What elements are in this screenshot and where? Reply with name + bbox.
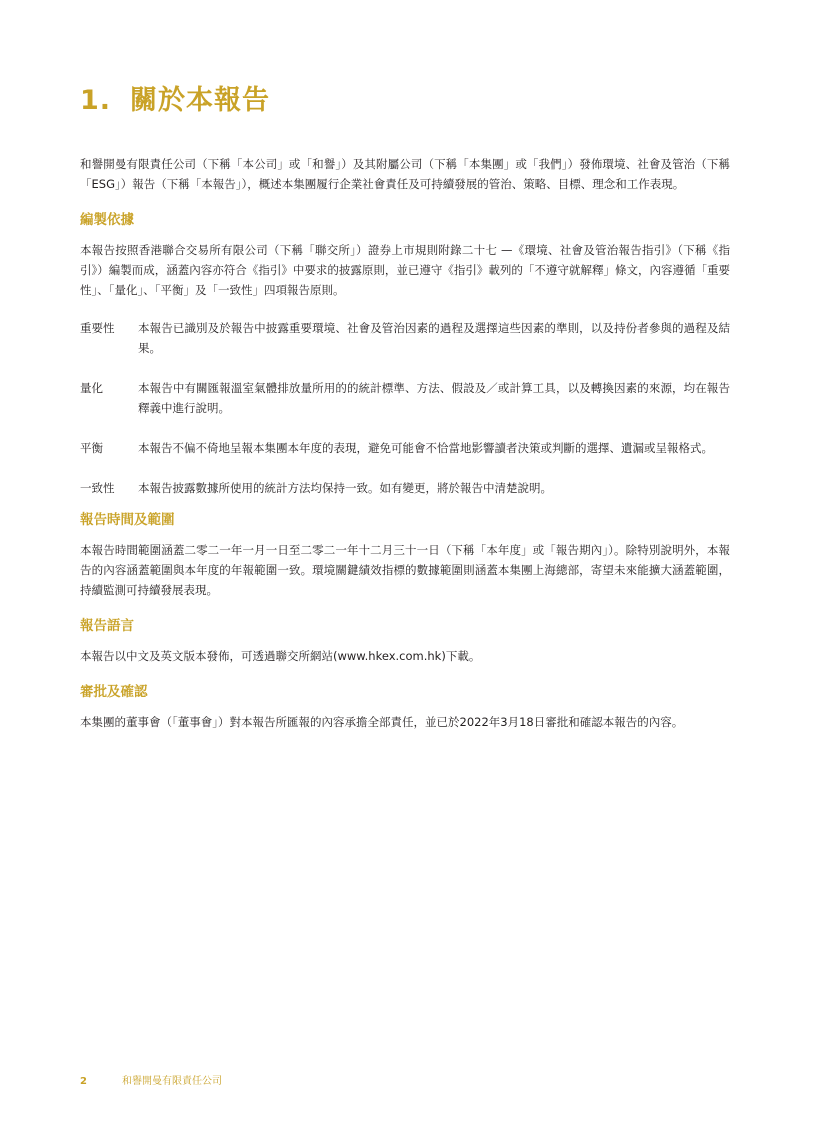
period-paragraph: 本報告時間範圍涵蓋二零二一年一月一日至二零二一年十二月三十一日（下稱「本年度」或「報告期內」）。除特別說明外，本報告的內容涵蓋範圍與本年度的年報範圍一致。環境關鍵績效指標的數據範圍則涵蓋本集團上海總部，寄望未來能擴大涵蓋範圍，持續監測可持續發展表現。 <box>80 543 730 597</box>
principle-materiality <box>80 318 730 358</box>
approval-heading: 審批及確認 <box>80 684 148 700</box>
principle-description: 本報告中有關匯報溫室氣體排放量所用的的統計標準、方法、假設及／或計算工具，以及轉換因素的來源，均在報告釋義中進行說明。 <box>138 381 730 415</box>
language-heading: 報告語言 <box>80 618 134 634</box>
report-body <box>80 154 730 732</box>
principle-term: 重要性 <box>80 321 115 335</box>
principle-balance <box>80 438 730 458</box>
approval-paragraph: 本集團的董事會（「董事會」）對本報告所匯報的內容承擔全部責任，並已於2022年3月18日審批和確認本報告的內容。 <box>80 715 684 729</box>
basis-heading: 編製依據 <box>80 212 134 228</box>
intro-paragraph: 和譽開曼有限責任公司（下稱「本公司」或「和譽」）及其附屬公司（下稱「本集團」或「我們」）發佈環境、社會及管治（下稱「ESG」）報告（下稱「本報告」），概述本集團履行企業社會責任及可持續發展的管治、策略、目標、理念和工作表現。 <box>80 157 730 191</box>
principle-consistency <box>80 478 730 498</box>
basis-paragraph: 本報告按照香港聯合交易所有限公司（下稱「聯交所」）證券上市規則附錄二十七 —《環境、社會及管治報告指引》（下稱《指引》）編製而成，涵蓋內容亦符合《指引》中要求的披露原則，並已遵守《指引》載列的「不遵守就解釋」條文，內容遵循「重要性」、「量化」、「平衡」及「一致性」四項報告原則。 <box>80 243 730 297</box>
principle-description: 本報告披露數據所使用的統計方法均保持一致。如有變更，將於報告中清楚說明。 <box>138 481 552 495</box>
principle-description: 本報告不偏不倚地呈報本集團本年度的表現，避免可能會不恰當地影響讀者決策或判斷的選擇、遺漏或呈報格式。 <box>138 441 713 455</box>
section-number: 1. <box>80 85 112 116</box>
language-paragraph: 本報告以中文及英文版本發佈，可透過聯交所網站(www.hkex.com.hk)下載。 <box>80 649 481 663</box>
principle-term: 量化 <box>80 381 103 395</box>
period-heading: 報告時間及範圍 <box>80 512 175 528</box>
page-footer <box>80 1072 222 1087</box>
principle-quantitative <box>80 378 730 418</box>
principle-term: 一致性 <box>80 481 115 495</box>
principle-description: 本報告已識別及於報告中披露重要環境、社會及管治因素的過程及選擇這些因素的準則，以及持份者參與的過程及結果。 <box>138 321 730 355</box>
page-title <box>80 78 270 117</box>
section-title-text: 關於本報告 <box>130 85 270 116</box>
page-number: 2 <box>80 1076 87 1087</box>
footer-company-name: 和譽開曼有限責任公司 <box>122 1076 222 1087</box>
principle-term: 平衡 <box>80 441 103 455</box>
